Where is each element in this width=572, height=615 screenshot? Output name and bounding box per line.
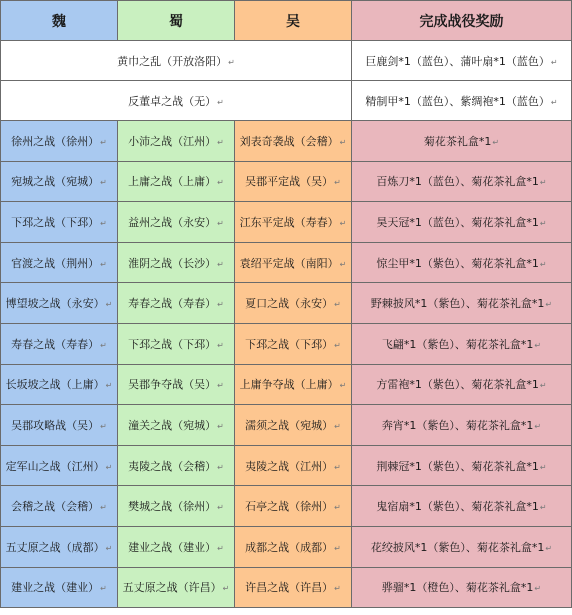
shu-battle-cell [118, 405, 235, 446]
paragraph-mark-icon: ↵ [100, 340, 107, 350]
reward-cell-text: 惊尘甲*1（紫色）、菊花茶礼盒*1 [376, 256, 539, 270]
shared-battle-cell-text: 黄巾之乱（开放洛阳） [117, 54, 228, 68]
shu-battle-cell [118, 161, 235, 202]
table-row [1, 202, 572, 243]
paragraph-mark-icon: ↵ [222, 584, 230, 594]
wei-battle-cell-text: 定军山之战（江州） [5, 459, 105, 473]
shu-battle-cell-text: 五丈原之战（许昌） [122, 581, 222, 595]
reward-cell-text: 飞翩*1（紫色）、菊花茶礼盒*1 [381, 337, 534, 351]
table-row [1, 486, 572, 527]
wu-battle-cell-text: 袁绍平定战（南阳） [239, 256, 339, 270]
wu-battle-cell-text: 许昌之战（许昌） [245, 581, 334, 595]
wu-battle-cell [235, 567, 352, 608]
wu-battle-cell [235, 202, 352, 243]
table-row [1, 81, 572, 121]
table-row [1, 526, 572, 567]
reward-cell [352, 567, 572, 608]
wei-battle-cell-text: 徐州之战（徐州） [11, 134, 100, 148]
shu-battle-cell [118, 526, 235, 567]
wei-battle-cell-text: 寿春之战（寿春） [11, 337, 100, 351]
reward-cell-text: 荆棘冠*1（紫色）、菊花茶礼盒*1 [376, 459, 539, 473]
reward-cell-text: 巨鹿剑*1（蓝色）、蒲叶扇*1（蓝色） [365, 54, 550, 68]
wei-battle-cell-text: 宛城之战（宛城） [11, 175, 100, 189]
shu-battle-cell-text: 建业之战（建业） [128, 540, 217, 554]
paragraph-mark-icon: ↵ [334, 584, 341, 594]
table-header [1, 1, 572, 41]
paragraph-mark-icon: ↵ [539, 503, 547, 513]
table-row [1, 283, 572, 324]
paragraph-mark-icon: ↵ [534, 584, 542, 594]
paragraph-mark-icon: ↵ [217, 503, 224, 513]
paragraph-mark-icon: ↵ [100, 584, 107, 594]
wei-battle-cell [1, 405, 118, 446]
wei-battle-cell [1, 161, 118, 202]
wu-battle-cell [235, 526, 352, 567]
paragraph-mark-icon: ↵ [105, 300, 113, 310]
paragraph-mark-icon: ↵ [217, 543, 224, 553]
table-row [1, 445, 572, 486]
paragraph-mark-icon: ↵ [228, 57, 235, 67]
wu-battle-cell-text: 濡须之战（宛城） [245, 418, 334, 432]
wei-battle-cell [1, 323, 118, 364]
reward-cell-text: 精制甲*1（蓝色）、紫绸袍*1（蓝色） [365, 94, 550, 108]
wei-battle-cell [1, 242, 118, 283]
reward-cell [352, 121, 572, 162]
wu-battle-cell-text: 夏口之战（永安） [245, 297, 334, 311]
paragraph-mark-icon: ↵ [334, 462, 341, 472]
reward-cell [352, 486, 572, 527]
reward-cell [352, 202, 572, 243]
wu-battle-cell [235, 161, 352, 202]
shu-battle-cell-text: 益州之战（永安） [128, 215, 217, 229]
reward-cell [352, 323, 572, 364]
paragraph-mark-icon: ↵ [105, 381, 113, 391]
shu-battle-cell [118, 283, 235, 324]
paragraph-mark-icon: ↵ [534, 421, 542, 431]
wu-battle-cell [235, 323, 352, 364]
reward-cell-text: 骅骝*1（橙色）、菊花茶礼盒*1 [381, 581, 534, 595]
paragraph-mark-icon: ↵ [334, 421, 341, 431]
reward-cell [352, 526, 572, 567]
wei-battle-cell [1, 283, 118, 324]
table-row [1, 364, 572, 405]
wei-battle-cell-text: 博望坡之战（永安） [5, 297, 105, 311]
paragraph-mark-icon: ↵ [217, 97, 224, 107]
table-row [1, 567, 572, 608]
paragraph-mark-icon: ↵ [217, 381, 224, 391]
reward-cell [352, 81, 572, 121]
paragraph-mark-icon: ↵ [217, 462, 224, 472]
wei-battle-cell [1, 364, 118, 405]
paragraph-mark-icon: ↵ [100, 218, 107, 228]
paragraph-mark-icon: ↵ [534, 340, 542, 350]
paragraph-mark-icon: ↵ [217, 137, 224, 147]
paragraph-mark-icon: ↵ [545, 300, 553, 310]
table-row [1, 323, 572, 364]
wu-battle-cell-text: 夷陵之战（江州） [245, 459, 334, 473]
shu-battle-cell-text: 淮阴之战（长沙） [128, 256, 217, 270]
paragraph-mark-icon: ↵ [334, 178, 341, 188]
wu-battle-cell-text: 吴郡平定战（吴） [245, 175, 334, 189]
wei-battle-cell [1, 567, 118, 608]
paragraph-mark-icon: ↵ [339, 137, 347, 147]
wu-battle-cell [235, 445, 352, 486]
paragraph-mark-icon: ↵ [539, 462, 547, 472]
paragraph-mark-icon: ↵ [217, 259, 224, 269]
shu-battle-cell [118, 121, 235, 162]
shared-battle-cell [1, 81, 352, 121]
reward-cell-text: 菊花茶礼盒*1 [423, 134, 492, 148]
wei-battle-cell [1, 202, 118, 243]
reward-cell-text: 方雷袍*1（紫色）、菊花茶礼盒*1 [376, 378, 539, 392]
reward-cell [352, 405, 572, 446]
shu-battle-cell-text: 下邳之战（下邳） [128, 337, 217, 351]
paragraph-mark-icon: ↵ [334, 300, 341, 310]
wu-battle-cell-text: 刘表奇袭战（会稽） [239, 134, 339, 148]
table-row [1, 242, 572, 283]
paragraph-mark-icon: ↵ [492, 137, 500, 147]
paragraph-mark-icon: ↵ [105, 462, 113, 472]
table-row [1, 121, 572, 162]
header-wu: 吴 [235, 1, 352, 41]
wei-battle-cell-text: 官渡之战（荆州） [11, 256, 100, 270]
paragraph-mark-icon: ↵ [217, 300, 224, 310]
wu-battle-cell [235, 364, 352, 405]
reward-cell [352, 364, 572, 405]
shu-battle-cell [118, 567, 235, 608]
shu-battle-cell-text: 小沛之战（江州） [128, 134, 217, 148]
wei-battle-cell-text: 会稽之战（会稽） [11, 500, 100, 514]
paragraph-mark-icon: ↵ [339, 381, 347, 391]
wu-battle-cell [235, 242, 352, 283]
paragraph-mark-icon: ↵ [334, 503, 341, 513]
paragraph-mark-icon: ↵ [550, 57, 558, 67]
wei-battle-cell [1, 121, 118, 162]
reward-cell-text: 鬼宿扇*1（紫色）、菊花茶礼盒*1 [376, 500, 539, 514]
reward-cell [352, 283, 572, 324]
shu-battle-cell-text: 樊城之战（徐州） [128, 500, 217, 514]
paragraph-mark-icon: ↵ [334, 543, 341, 553]
paragraph-mark-icon: ↵ [339, 259, 347, 269]
shu-battle-cell [118, 202, 235, 243]
paragraph-mark-icon: ↵ [539, 218, 547, 228]
paragraph-mark-icon: ↵ [100, 259, 107, 269]
wu-battle-cell-text: 石亭之战（徐州） [245, 500, 334, 514]
wei-battle-cell-text: 五丈原之战（成都） [5, 540, 105, 554]
paragraph-mark-icon: ↵ [217, 421, 224, 431]
reward-cell-text: 百炼刀*1（蓝色）、菊花茶礼盒*1 [376, 175, 539, 189]
table-row [1, 161, 572, 202]
shu-battle-cell [118, 364, 235, 405]
shu-battle-cell-text: 潼关之战（宛城） [128, 418, 217, 432]
wei-battle-cell-text: 建业之战（建业） [11, 581, 100, 595]
wei-battle-cell-text: 下邳之战（下邳） [11, 215, 100, 229]
wei-battle-cell [1, 445, 118, 486]
reward-cell-text: 野棘披风*1（紫色）、菊花茶礼盒*1 [370, 297, 545, 311]
reward-cell-text: 奔宵*1（紫色）、菊花茶礼盒*1 [381, 418, 534, 432]
paragraph-mark-icon: ↵ [217, 178, 224, 188]
header-shu: 蜀 [118, 1, 235, 41]
paragraph-mark-icon: ↵ [105, 543, 113, 553]
shu-battle-cell [118, 323, 235, 364]
wei-battle-cell [1, 526, 118, 567]
shu-battle-cell-text: 夷陵之战（会稽） [128, 459, 217, 473]
paragraph-mark-icon: ↵ [100, 503, 107, 513]
paragraph-mark-icon: ↵ [100, 137, 107, 147]
paragraph-mark-icon: ↵ [217, 218, 224, 228]
table-body [1, 41, 572, 608]
header-wei: 魏 [1, 1, 118, 41]
wu-battle-cell [235, 405, 352, 446]
reward-cell-text: 花绞披风*1（紫色）、菊花茶礼盒*1 [370, 540, 545, 554]
paragraph-mark-icon: ↵ [334, 340, 341, 350]
header-reward: 完成战役奖励 [352, 1, 572, 41]
paragraph-mark-icon: ↵ [339, 218, 347, 228]
table-row [1, 405, 572, 446]
reward-cell-text: 昊天冠*1（蓝色）、菊花茶礼盒*1 [376, 215, 539, 229]
wu-battle-cell [235, 486, 352, 527]
wei-battle-cell-text: 长坂坡之战（上庸） [5, 378, 105, 392]
paragraph-mark-icon: ↵ [217, 340, 224, 350]
shu-battle-cell-text: 吴郡争夺战（吴） [128, 378, 217, 392]
wu-battle-cell-text: 下邳之战（下邳） [245, 337, 334, 351]
paragraph-mark-icon: ↵ [539, 259, 547, 269]
wu-battle-cell-text: 江东平定战（寿春） [239, 215, 339, 229]
paragraph-mark-icon: ↵ [100, 178, 107, 188]
paragraph-mark-icon: ↵ [545, 543, 553, 553]
paragraph-mark-icon: ↵ [539, 178, 547, 188]
table-row [1, 41, 572, 81]
paragraph-mark-icon: ↵ [539, 381, 547, 391]
shu-battle-cell [118, 242, 235, 283]
shu-battle-cell [118, 486, 235, 527]
shu-battle-cell-text: 上庸之战（上庸） [128, 175, 217, 189]
shu-battle-cell-text: 寿春之战（寿春） [128, 297, 217, 311]
shared-battle-cell-text: 反董卓之战（无） [128, 94, 217, 108]
reward-cell [352, 445, 572, 486]
shared-battle-cell [1, 41, 352, 81]
shu-battle-cell [118, 445, 235, 486]
wu-battle-cell [235, 283, 352, 324]
wei-battle-cell-text: 吴郡攻略战（吴） [11, 418, 100, 432]
wu-battle-cell-text: 上庸争夺战（上庸） [239, 378, 339, 392]
reward-cell [352, 161, 572, 202]
wu-battle-cell [235, 121, 352, 162]
reward-cell [352, 242, 572, 283]
wu-battle-cell-text: 成都之战（成都） [245, 540, 334, 554]
reward-cell [352, 41, 572, 81]
wei-battle-cell [1, 486, 118, 527]
paragraph-mark-icon: ↵ [550, 97, 558, 107]
paragraph-mark-icon: ↵ [100, 421, 107, 431]
